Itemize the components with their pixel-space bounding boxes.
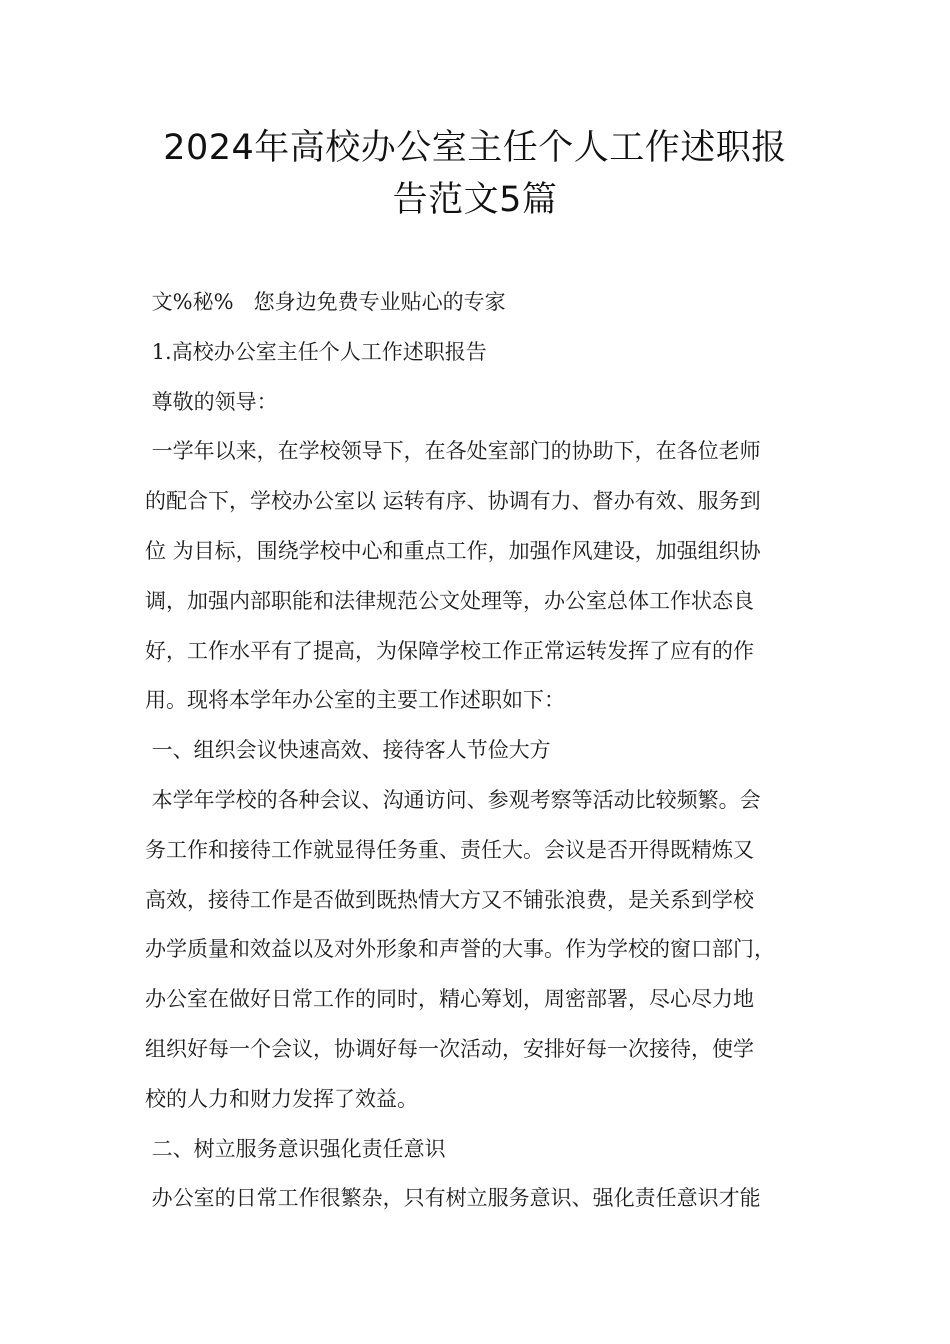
text-line: 好，工作水平有了提高，为保障学校工作正常运转发挥了应有的作 — [145, 638, 754, 663]
text-line: 校的人力和财力发挥了效益。 — [145, 1086, 418, 1111]
text-line: 组织好每一个会议，协调好每一次活动，安排好每一次接待，使学 — [145, 1036, 754, 1061]
text-line: 本学年学校的各种会议、沟通访问、参观考察等活动比较频繁。会 — [145, 787, 761, 812]
title-line-2: 告范文5篇 — [392, 180, 558, 220]
text-line: 文%秘% 您身边免费专业贴心的专家 — [145, 290, 506, 314]
text-line: 一学年以来，在学校领导下，在各处室部门的协助下，在各位老师 — [145, 439, 761, 464]
document-title — [140, 122, 810, 226]
text-line: 办学质量和效益以及对外形象和声誉的大事。作为学校的窗口部门， — [145, 937, 775, 962]
salutation: 尊敬的领导： — [145, 389, 278, 414]
text-line: 高效，接待工作是否做到既热情大方又不铺张浪费，是关系到学校 — [145, 887, 754, 912]
text-line: 的配合下，学校办公室以 运转有序、协调有力、督办有效、服务到 — [145, 489, 761, 514]
text-line: 务工作和接待工作就显得任务重、责任大。会议是否开得既精炼又 — [145, 837, 754, 862]
section-heading: 二、树立服务意识强化责任意识 — [145, 1136, 446, 1161]
title-line-1: 2024年高校办公室主任个人工作述职报 — [163, 128, 787, 168]
text-line: 用。现将本学年办公室的主要工作述职如下： — [145, 688, 565, 713]
text-line: 调，加强内部职能和法律规范公文处理等，办公室总体工作状态良 — [145, 588, 754, 613]
text-line: 1.高校办公室主任个人工作述职报告 — [145, 339, 487, 364]
document-body — [145, 278, 815, 1224]
text-line: 办公室在做好日常工作的同时，精心筹划，周密部署，尽心尽力地 — [145, 987, 754, 1012]
text-line: 位 为目标，围绕学校中心和重点工作，加强作风建设，加强组织协 — [145, 538, 761, 563]
text-line: 办公室的日常工作很繁杂，只有树立服务意识、强化责任意识才能 — [145, 1186, 761, 1211]
section-heading: 一、组织会议快速高效、接待客人节俭大方 — [145, 738, 551, 763]
